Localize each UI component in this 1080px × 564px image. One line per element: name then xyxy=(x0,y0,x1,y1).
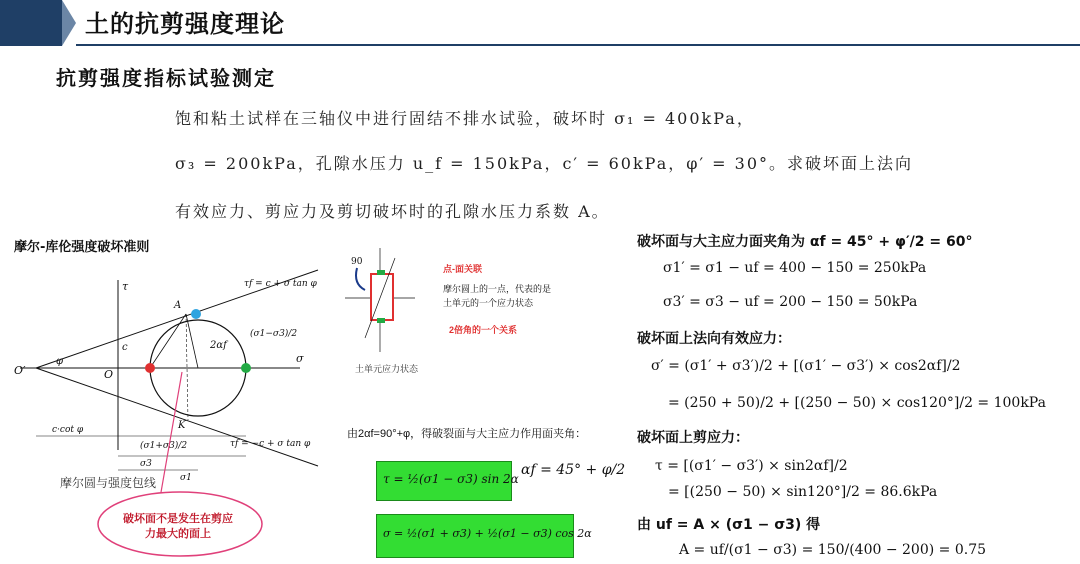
soil-element-diagram xyxy=(335,248,425,358)
solution-line-6: = (250 + 50)/2 + [(250 − 50) × cos120°]/2 = 100kPa xyxy=(668,395,1046,411)
point-sigma1 xyxy=(241,363,251,373)
derivation-text: 由2αf=90°+φ，得破裂面与大主应力作用面夹角： xyxy=(347,428,587,440)
solution-line-7: 破坏面上剪应力： xyxy=(637,430,749,446)
envelope-bottom-line xyxy=(36,368,318,466)
solution-line-2: σ1′ = σ1 − uf = 400 − 150 = 250kPa xyxy=(663,260,927,276)
note-relation: 2倍角的一个关系 xyxy=(449,325,518,335)
radius-to-A xyxy=(186,314,198,368)
note-body-1: 摩尔圆上的一点，代表的是 xyxy=(443,284,552,294)
solution-line-9: = [(250 − 50) × sin120°]/2 = 86.6kPa xyxy=(668,484,938,500)
label-origin: O xyxy=(104,368,114,381)
problem-line-2: σ₃ = 200kPa，孔隙水压力 u_f = 150kPa，c′ = 60kPa，φ′ = 30°。求破坏面上法向 xyxy=(175,154,914,173)
label-2alpha: 2αf xyxy=(210,340,227,351)
slide-title: 土的抗剪强度理论 xyxy=(85,10,285,38)
header-underline xyxy=(76,44,1080,46)
label-tau-axis: τ xyxy=(122,280,129,293)
problem-line-1: 饱和粘土试样在三轴仪中进行固结不排水试验，破坏时 σ₁ = 400kPa， xyxy=(175,109,755,128)
label-s3: σ3 xyxy=(140,459,152,469)
alpha-equation: αf = 45° + φ/2 xyxy=(521,462,626,478)
sigma-equation-box xyxy=(376,514,592,558)
label-K: K xyxy=(178,420,186,431)
label-c: c xyxy=(122,342,128,353)
note-body-2: 土单元的一个应力状态 xyxy=(443,298,534,308)
element-angle-label: 90 xyxy=(351,257,363,267)
element-bottom-marker xyxy=(377,318,385,323)
element-caption: 土单元应力状态 xyxy=(355,364,419,374)
tau-equation: τ = ½(σ1 − σ3) sin 2α xyxy=(383,472,519,486)
label-s1: σ1 xyxy=(180,473,192,483)
label-tf-top: τf = c + σ tan φ xyxy=(244,279,317,289)
center-line xyxy=(186,314,188,420)
slide-header xyxy=(0,0,1080,46)
section-title: 抗剪强度指标试验测定 xyxy=(56,66,276,90)
sigma-equation: σ = ½(σ1 + σ3) + ½(σ1 − σ3) cos 2α xyxy=(383,527,592,540)
element-top-marker xyxy=(377,270,385,275)
label-c-cot: c·cot φ xyxy=(52,425,84,435)
envelope-caption: 摩尔圆与强度包线 xyxy=(60,476,157,490)
label-center: (σ1+σ3)/2 xyxy=(140,441,188,451)
header-chevron-light xyxy=(62,0,76,46)
callout-text: 破坏面不是发生在剪应力最大的面上 xyxy=(123,512,233,540)
solution-line-4: 破坏面上法向有效应力： xyxy=(637,331,791,347)
solution-line-8: τ = [(σ1′ − σ3′) × sin2αf]/2 xyxy=(655,458,848,474)
label-tf-bottom: τf = −c + σ tan φ xyxy=(230,439,311,449)
rotation-arrow xyxy=(356,268,365,290)
solution-line-3: σ3′ = σ3 − uf = 200 − 150 = 50kPa xyxy=(663,294,918,310)
label-sigma-axis: σ xyxy=(296,352,304,365)
point-sigma3 xyxy=(145,363,155,373)
solution-line-10: 由 uf = A × (σ1 − σ3) 得 xyxy=(637,517,821,533)
point-A xyxy=(191,309,201,319)
tau-equation-box xyxy=(376,461,519,501)
diagram-title: 摩尔-库伦强度破坏准则 xyxy=(14,240,150,255)
solution-line-5: σ′ = (σ1′ + σ3′)/2 + [(σ1′ − σ3′) × cos2αf]/2 xyxy=(651,358,961,374)
label-A: A xyxy=(174,300,182,311)
problem-line-3: 有效应力、剪应力及剪切破坏时的孔隙水压力系数 A。 xyxy=(175,202,610,221)
callout-pointer xyxy=(160,372,182,498)
label-half-diff: (σ1−σ3)/2 xyxy=(250,329,298,339)
note-title: 点-面关联 xyxy=(443,264,482,274)
solution-line-11: A = uf/(σ1 − σ3) = 150/(400 − 200) = 0.75 xyxy=(679,542,987,558)
label-origin-prime: O′ xyxy=(14,364,26,377)
label-phi: φ xyxy=(56,356,64,367)
solution-line-1: 破坏面与大主应力面夹角为 αf = 45° + φ′/2 = 60° xyxy=(637,234,973,250)
